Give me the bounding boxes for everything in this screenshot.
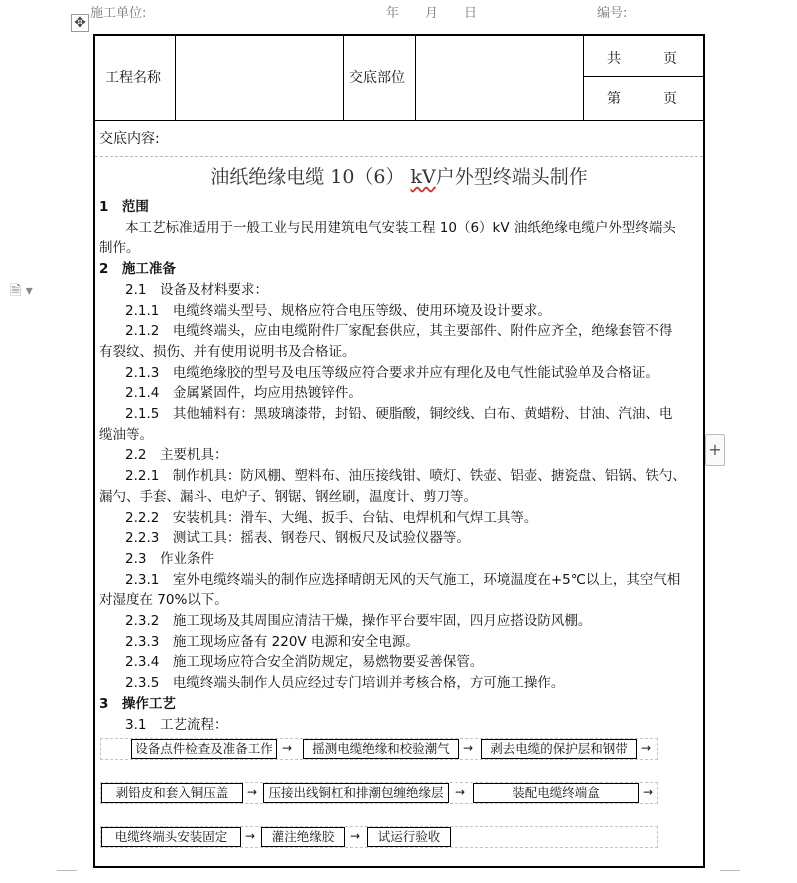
- body-line: 有裂纹、损伤、并有使用说明书及合格证。: [99, 343, 356, 360]
- table-move-handle[interactable]: [71, 14, 89, 32]
- flow-step: 剥去电缆的保护层和钢带: [481, 739, 637, 759]
- body-line: 2.3.4 施工现场应符合安全消防规定，易燃物要妥善保管。: [125, 654, 484, 671]
- body-line: 2.1.2 电缆终端头，应由电缆附件厂家配套供应，其主要部件、附件应齐全，绝缘套管不得: [125, 323, 673, 340]
- page-corner-mark: [720, 870, 740, 883]
- body-line: 2.1.4 金属紧固件，均应用热镀锌件。: [125, 385, 362, 402]
- flow-step: 设备点件检查及准备工作: [131, 739, 277, 759]
- page-corner-mark: [57, 870, 77, 883]
- flow-step: 摇测电缆绝缘和校验潮气: [303, 739, 459, 759]
- arrow-right-icon: →: [643, 785, 654, 799]
- body-line: 2.2.2 安装机具：滑车、大绳、扳手、台钻、电焊机和气焊工具等。: [125, 509, 538, 526]
- add-row-button[interactable]: [705, 434, 725, 466]
- flow-step: 灌注绝缘胶: [261, 827, 345, 847]
- arrow-right-icon: →: [641, 741, 652, 755]
- body-line: 2.1.3 电缆绝缘胶的型号及电压等级应符合要求并应有理化及电气性能试验单及合格证。: [125, 364, 659, 381]
- arrow-right-icon: →: [247, 785, 258, 799]
- arrow-right-icon: →: [463, 741, 474, 755]
- body-line: 制作。: [99, 240, 140, 257]
- flow-step: 剥铅皮和套入铜压盖: [101, 783, 243, 803]
- arrow-right-icon: →: [350, 829, 361, 843]
- body-line: 2.3.1 室外电缆终端头的制作应选择晴朗无风的天气施工，环境温度在+5℃以上，其空气相: [125, 571, 681, 588]
- body-line: 2.3 作业条件: [125, 550, 214, 567]
- plus-icon: +: [708, 440, 722, 459]
- location-field[interactable]: [421, 46, 575, 110]
- body-line: 1 范围: [99, 199, 149, 215]
- body-line: 对湿度在 70%以下。: [99, 592, 228, 609]
- body-line: 2.3.3 施工现场应备有 220V 电源和安全电源。: [125, 633, 419, 650]
- flow-step: 电缆终端头安装固定: [101, 827, 241, 847]
- arrow-right-icon: →: [282, 741, 293, 755]
- body-line: 本工艺标准适用于一般工业与民用建筑电气安装工程 10（6）kV 油纸绝缘电缆户外型终端头: [125, 219, 676, 236]
- body-line: 3 操作工艺: [99, 695, 176, 712]
- body-line: 2.1 设备及材料要求：: [125, 281, 268, 298]
- number-label: 编号:: [597, 6, 628, 21]
- arrow-right-icon: →: [245, 829, 256, 843]
- body-line: 2.3.2 施工现场及其周围应清洁干燥，操作平台要牢固，四月应搭设防风棚。: [125, 613, 592, 629]
- location-label: 交底部位: [349, 70, 405, 86]
- body-line: 2.1.1 电缆终端头型号、规格应符合电压等级、使用环境及设计要求。: [125, 302, 551, 319]
- arrow-right-icon: →: [455, 785, 466, 799]
- document-title: 油纸绝缘电缆 10（6） kV户外型终端头制作: [210, 166, 588, 188]
- project-name-label: 工程名称: [105, 70, 161, 86]
- move-icon: ✥: [74, 15, 86, 31]
- body-line: 漏勺、手套、漏斗、电炉子、钢锯、钢丝刷，温度计、剪刀等。: [99, 488, 477, 505]
- body-line: 2.2 主要机具：: [125, 447, 228, 464]
- disclosure-form: [93, 34, 705, 868]
- total-pages-label: 共 页: [607, 51, 677, 67]
- body-line: 2.3.5 电缆终端头制作人员应经过专门培训并考核合格，方可施工操作。: [125, 675, 565, 692]
- body-line: 3.1 工艺流程：: [125, 716, 228, 733]
- body-line: 2.2.1 制作机具：防风棚、塑料布、油压接线钳、喷灯、铁壶、铝壶、搪瓷盘、铝锅、铁勺、: [125, 468, 686, 485]
- flow-step: 压接出线铜杠和排潮包缠绝缘层: [263, 783, 449, 803]
- flow-step: 装配电缆终端盒: [473, 783, 639, 803]
- date-label: 年 月 日: [386, 6, 478, 21]
- body-line: 2.2.3 测试工具：摇表、钢卷尺、钢板尺及试验仪器等。: [125, 530, 470, 547]
- project-name-field[interactable]: [185, 46, 335, 110]
- body-line: 2.1.5 其他辅料有：黑玻璃漆带，封铅、硬脂酸，铜绞线、白布、黄蜡粉、甘油、汽油、电: [125, 406, 673, 422]
- body-line: 缆油等。: [99, 426, 153, 443]
- content-label: 交底内容:: [99, 131, 160, 147]
- flow-step: 试运行验收: [367, 827, 451, 847]
- page-number-label: 第 页: [607, 91, 677, 107]
- body-line: 2 施工准备: [99, 261, 176, 278]
- construction-unit-label: 施工单位:: [90, 6, 147, 21]
- document-icon[interactable]: 🗎 ▾: [10, 283, 33, 299]
